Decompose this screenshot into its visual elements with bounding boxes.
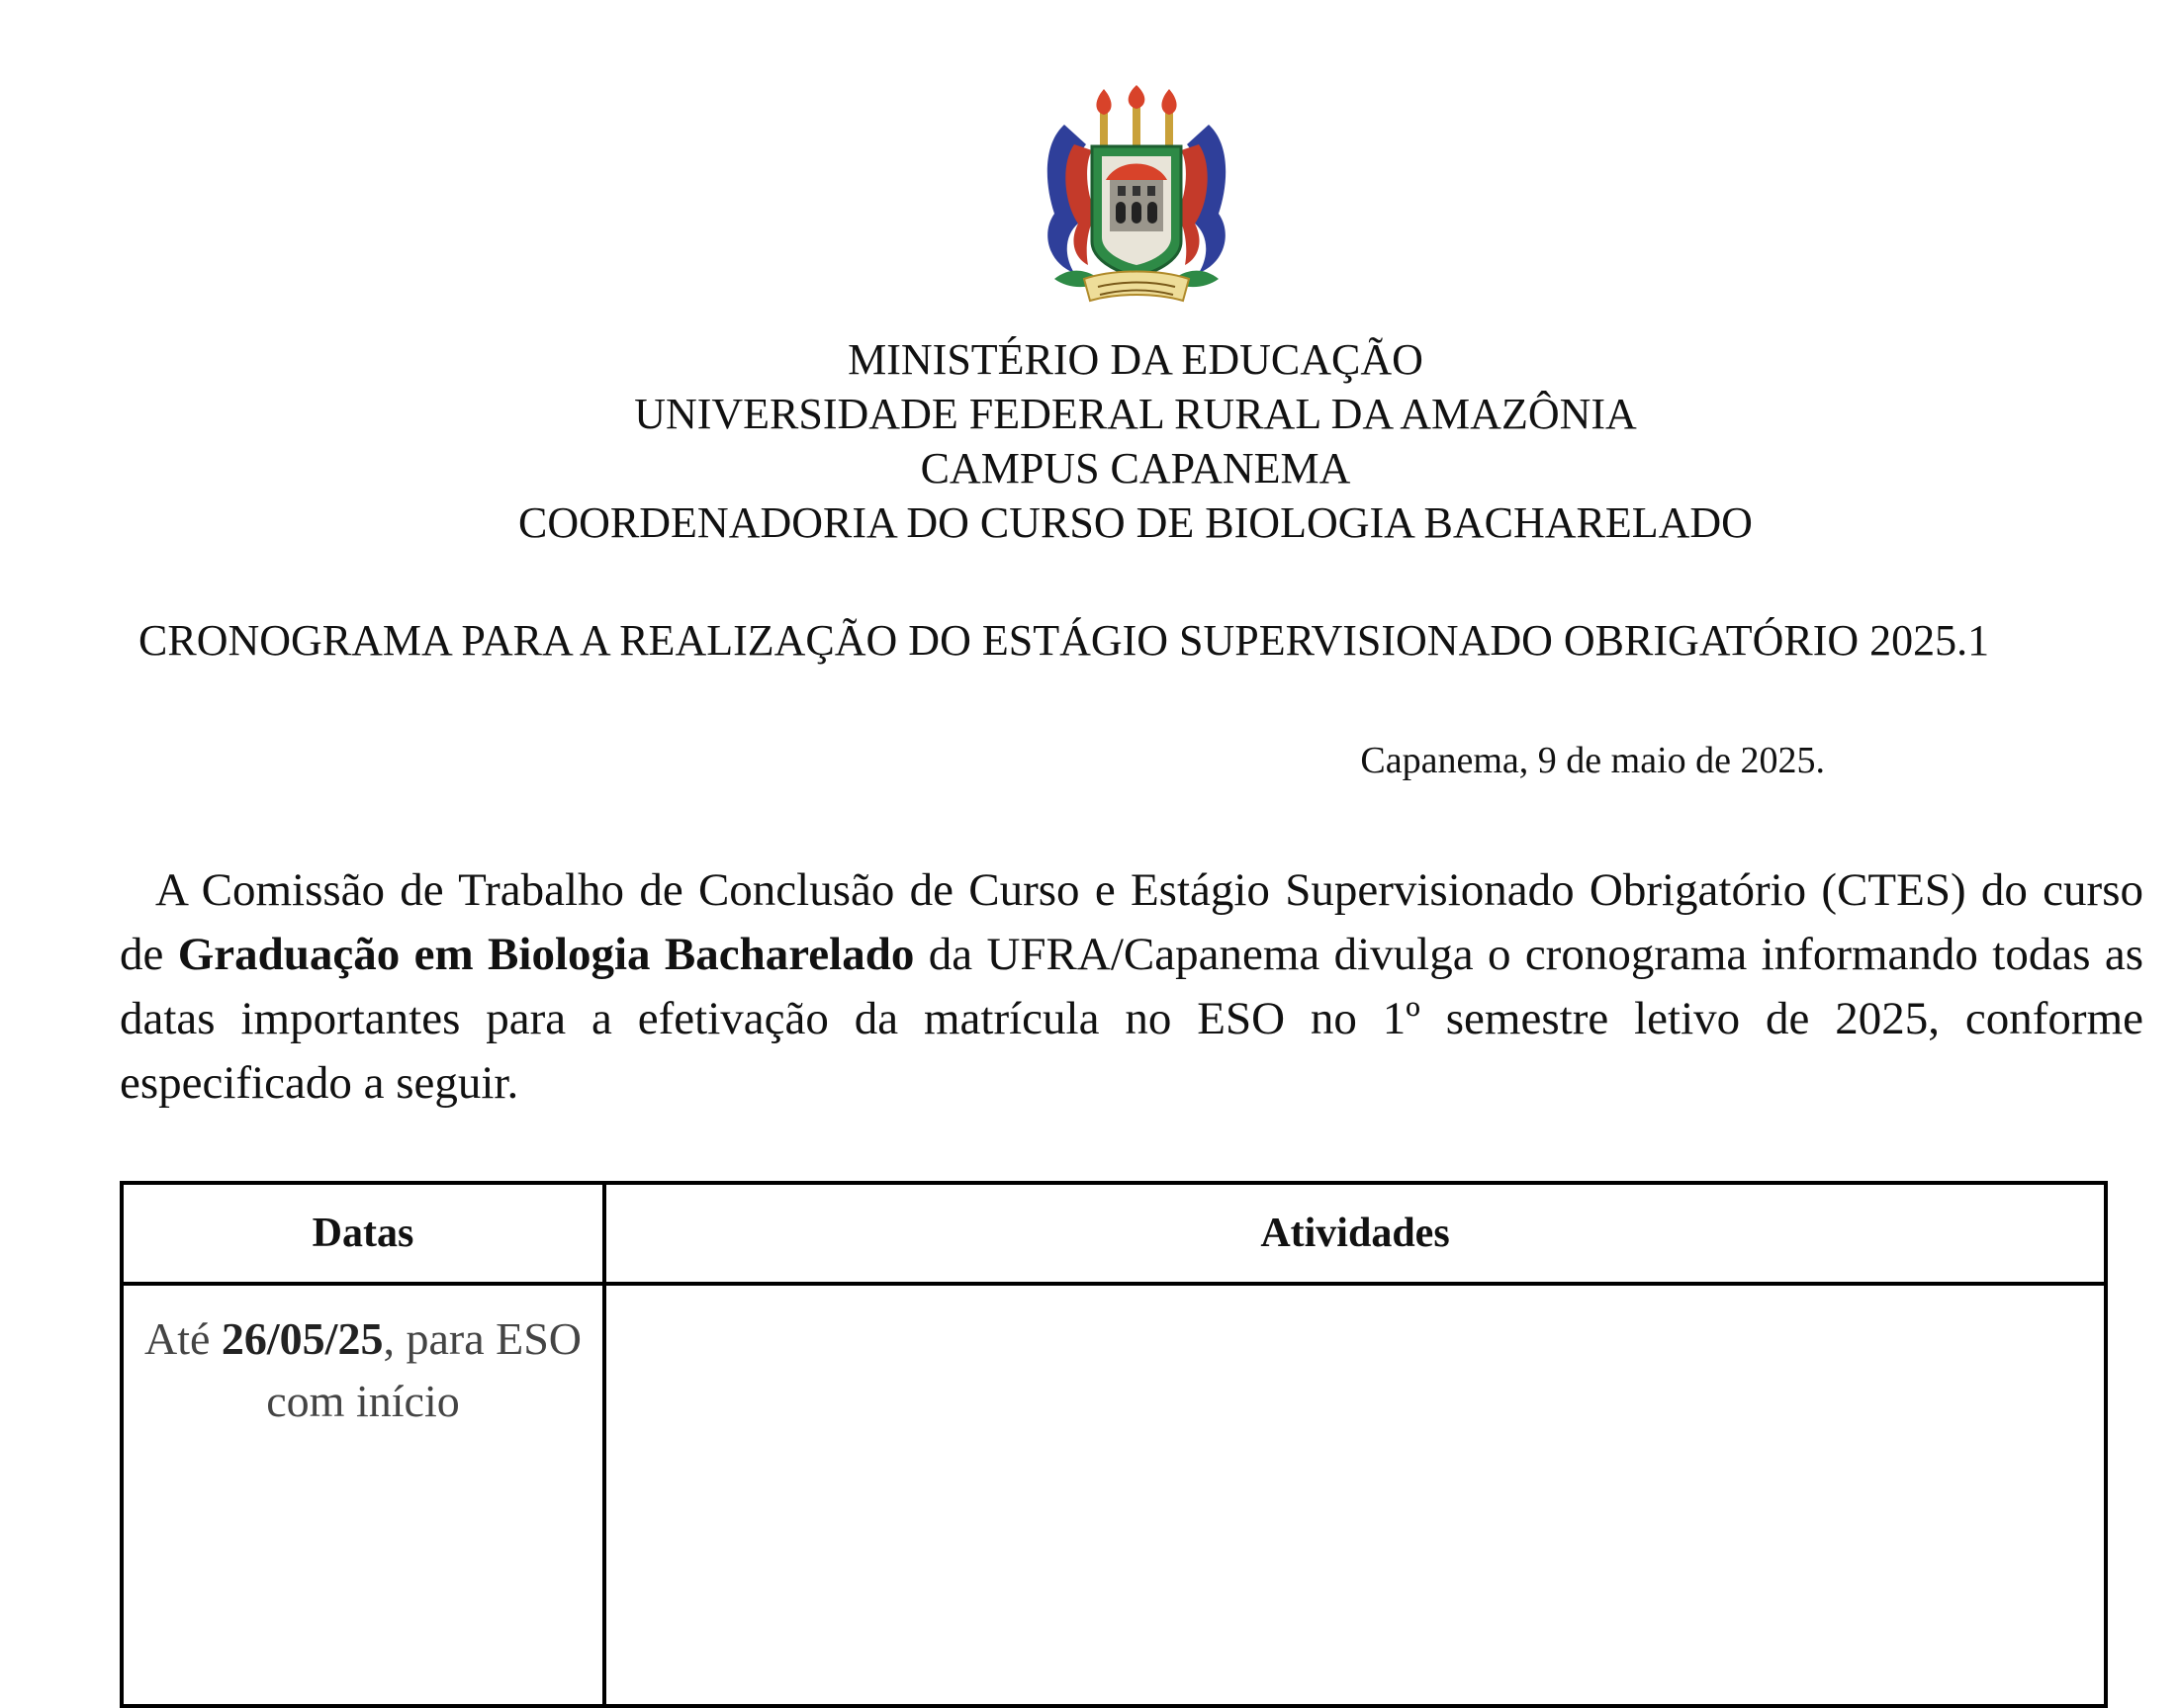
course-name: Graduação em Biologia Bacharelado [177,929,915,980]
column-header-atividades: Atividades [604,1183,2106,1284]
header-coordination: COORDENADORIA DO CURSO DE BIOLOGIA BACHARELADO [518,498,1753,547]
column-header-datas: Datas [122,1183,604,1284]
header-ministry: MINISTÉRIO DA EDUCAÇÃO [848,335,1423,384]
university-coat-of-arms-icon [1035,85,1238,311]
paragraph-text-start: A Comissão de Trabalho de Conclusão de Curso e Estágio Supervisionado Obrigatório (CTES) do curso de [120,864,2143,980]
date-cell [122,1284,604,1706]
header-university: UNIVERSIDADE FEDERAL RURAL DA AMAZÔNIA [634,390,1637,438]
table-row [122,1284,2106,1706]
paragraph-text-end: da UFRA/Capanema divulga o cronograma informando todas as datas importantes para a efetivação da matrícula no ESO no 1º semestre letivo de 2025, conforme especificado a seguir. [120,929,2143,1109]
activity-cell [604,1284,2106,1706]
torches-icon [1096,85,1176,152]
intro-paragraph [120,858,2143,1116]
date-prefix: Até [143,1313,222,1364]
document-title: CRONOGRAMA PARA A REALIZAÇÃO DO ESTÁGIO SUPERVISIONADO OBRIGATÓRIO 2025.1 [138,616,1990,665]
header-campus: CAMPUS CAPANEMA [920,444,1351,493]
date-value: 26/05/25 [221,1313,384,1364]
schedule-table [120,1181,2108,1708]
date-suffix: , para ESO com início [266,1313,583,1426]
document-date: Capanema, 9 de maio de 2025. [1360,740,1825,781]
table-header-row [122,1183,2106,1284]
